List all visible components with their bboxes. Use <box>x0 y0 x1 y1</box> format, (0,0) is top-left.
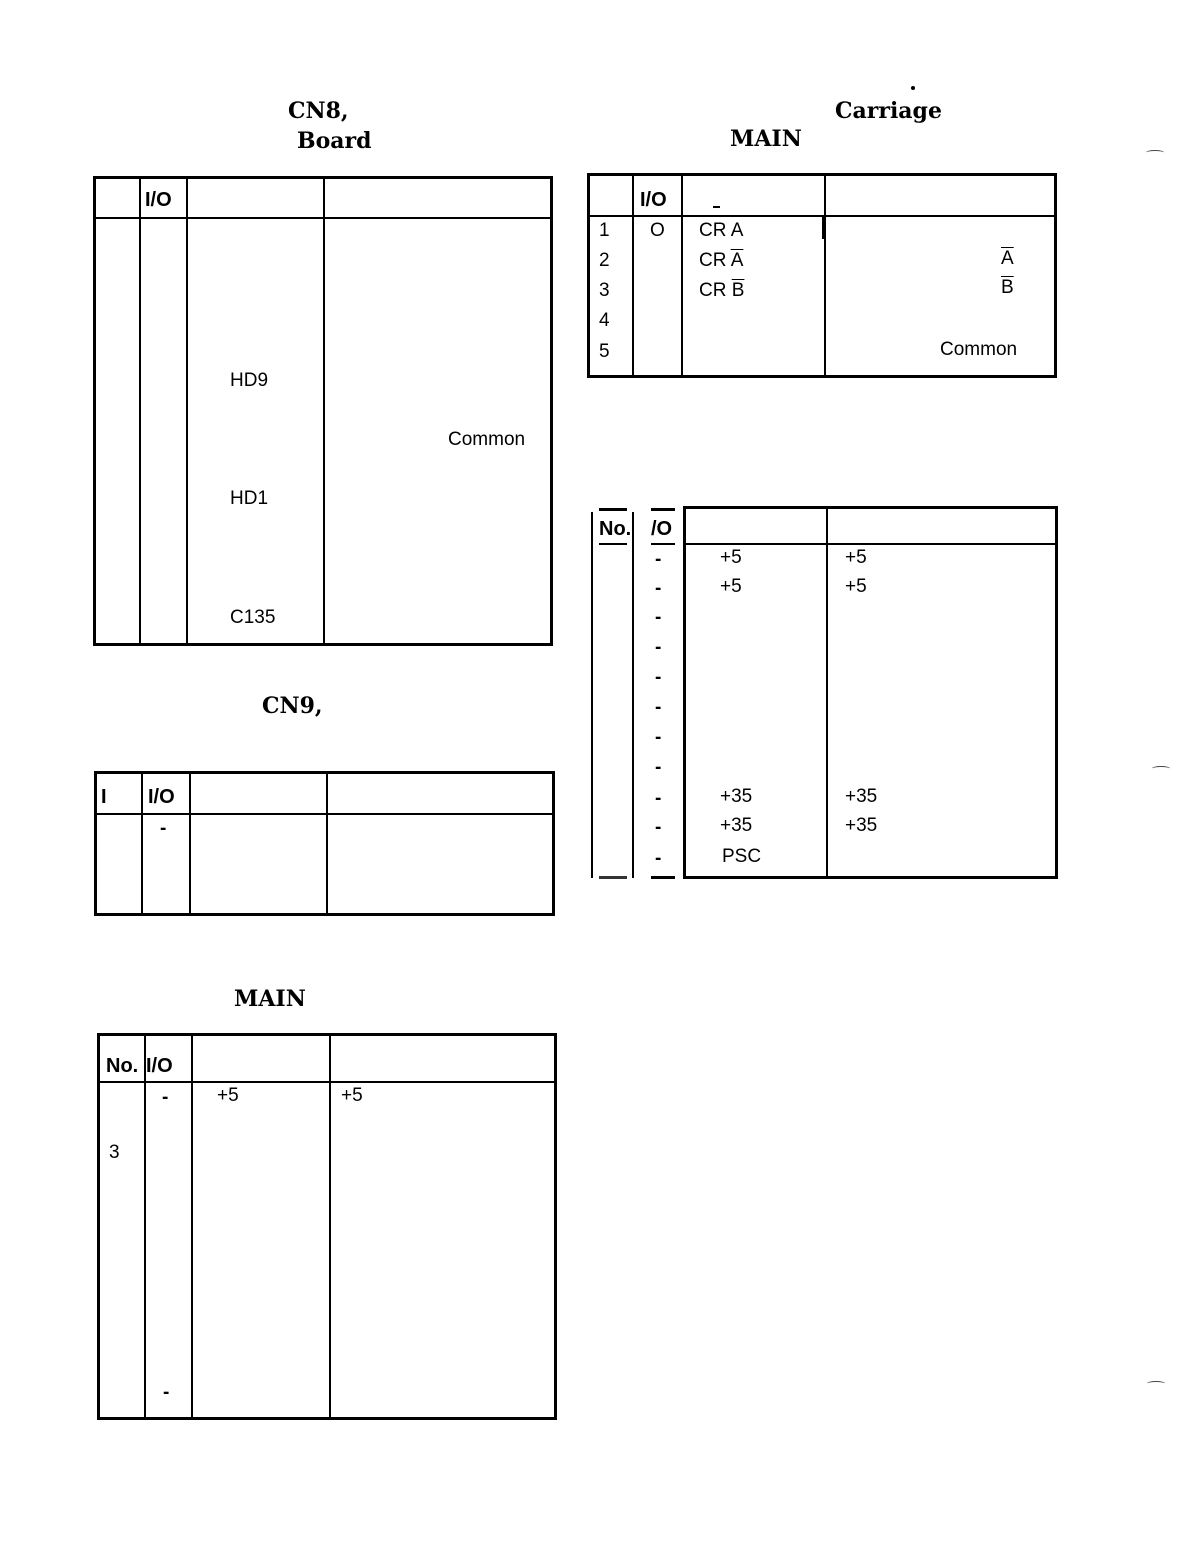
heading-main-bottom: MAIN <box>234 986 306 1012</box>
cn8-cell-hd9: HD9 <box>230 370 269 391</box>
heading-cn9: CN9, <box>262 693 323 719</box>
main-row-signal: +5 <box>217 1085 239 1106</box>
power-row-signal: +5 <box>720 547 742 568</box>
power-row-io: - <box>655 667 662 688</box>
main-row-desc: +5 <box>341 1085 363 1106</box>
carriage-row-no: 1 <box>599 220 610 241</box>
power-row-io: - <box>655 788 662 809</box>
carriage-row-no: 4 <box>599 310 610 331</box>
power-row-io: - <box>655 727 662 748</box>
carriage-row-no: 3 <box>599 280 610 301</box>
heading-cn8: CN8, <box>288 98 349 124</box>
carriage-row-no: 2 <box>599 250 610 271</box>
power-io-header: /O <box>651 518 673 540</box>
heading-carriage: Carriage <box>835 98 942 124</box>
power-row-signal: +35 <box>720 786 753 807</box>
power-row-signal: PSC <box>722 846 762 867</box>
power-row-io: - <box>655 757 662 778</box>
power-row-io: - <box>655 817 662 838</box>
cn9-io-value: - <box>160 818 167 839</box>
page-edge-mark <box>1146 150 1164 155</box>
cn8-cell-c135: C135 <box>230 607 276 628</box>
main-io-header: I/O <box>146 1055 173 1077</box>
carriage-row-desc: $\overline{A}$ <box>1001 248 1014 269</box>
power-row-io: - <box>655 607 662 628</box>
carriage-row-signal: CR $\overline{B}$ <box>699 280 745 301</box>
main-row-io: - <box>162 1087 169 1108</box>
carriage-row-signal: CR A <box>699 220 744 241</box>
power-row-desc: +35 <box>845 786 878 807</box>
page-edge-mark <box>1147 1381 1165 1386</box>
page-edge-mark <box>1152 766 1170 771</box>
carriage-io-header: I/O <box>640 189 667 211</box>
cn9-no-header: I <box>101 786 107 808</box>
power-row-signal: +35 <box>720 815 753 836</box>
cn8-cell-hd1: HD1 <box>230 488 269 509</box>
heading-main-top: MAIN <box>730 126 802 152</box>
power-row-io: - <box>655 578 662 599</box>
main-row-no: 3 <box>109 1142 120 1163</box>
carriage-row-desc: Common <box>940 339 1018 360</box>
carriage-row-desc: $\overline{B}$ <box>1001 277 1014 298</box>
main-last-io: - <box>163 1382 170 1403</box>
power-row-io: - <box>655 697 662 718</box>
power-row-desc: +35 <box>845 815 878 836</box>
carriage-row-no: 5 <box>599 341 610 362</box>
power-no-header: No. <box>599 518 632 540</box>
power-row-io: - <box>655 637 662 658</box>
power-row-io: - <box>655 549 662 570</box>
main-no-header: No. <box>106 1055 139 1077</box>
cn8-io-header: I/O <box>145 189 172 211</box>
cn9-io-header: I/O <box>148 786 175 808</box>
carriage-row-io: O <box>650 220 665 241</box>
carriage-header-tick <box>713 206 720 208</box>
power-row-io: - <box>655 848 662 869</box>
carriage-row-signal: CR $\overline{A}$ <box>699 250 744 271</box>
power-row-desc: +5 <box>845 547 867 568</box>
cn8-cell-common: Common <box>448 429 526 450</box>
heading-board: Board <box>297 128 372 154</box>
power-row-desc: +5 <box>845 576 867 597</box>
power-row-signal: +5 <box>720 576 742 597</box>
heading-dot <box>911 86 915 90</box>
